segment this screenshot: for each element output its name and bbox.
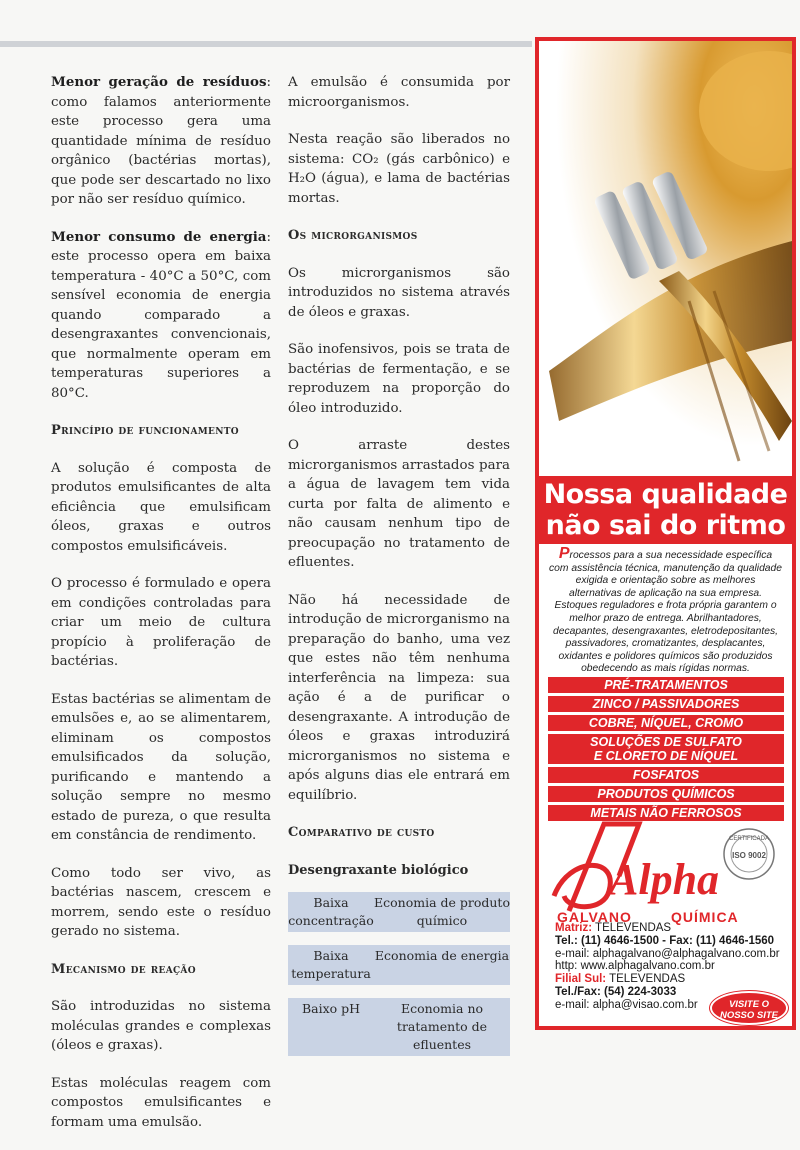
table-cell: Baixo pH	[301, 1001, 361, 1016]
matriz-email[interactable]: e-mail: alphagalvano@alphagalvano.com.br	[555, 947, 780, 960]
ad-blurb	[549, 545, 782, 676]
cost-table	[288, 892, 510, 1056]
visit-line-2: NOSSO SITE	[719, 1010, 779, 1021]
matriz-value: TELEVENDAS	[592, 922, 672, 934]
logo-quimica: QUÍMICA	[671, 909, 739, 925]
paragraph-introduzidos: Os microrganismos são introduzidos no sistema através de óleos e graxas.	[288, 265, 510, 320]
paragraph-energia	[51, 228, 271, 404]
service-item	[548, 734, 784, 764]
service-item-line: SOLUÇÕES DE SULFATO	[590, 735, 742, 749]
table-cell: Economia de produto químico	[374, 895, 510, 928]
table-title: Desengraxante biológico	[288, 862, 469, 878]
text-residuos: : como falamos anteriormente este processo gera uma quantidade mínima de resíduo orgânico (bactérias mortas), que pode ser descartado no lixo por não ser resíduo químico.	[51, 75, 271, 207]
trumpet-illustration	[539, 41, 792, 476]
heading-principio: Princípio de funcionamento	[51, 423, 239, 438]
table-cell: Economia no tratamento de efluentes	[396, 1001, 488, 1052]
filial-line	[555, 973, 785, 986]
service-item: COBRE, NÍQUEL, CROMO	[548, 715, 784, 731]
logo-galvano: GALVANO	[557, 909, 632, 925]
heading-microrganismos: Os microrganismos	[288, 228, 418, 243]
matriz-website[interactable]: http: www.alphagalvano.com.br	[555, 960, 715, 973]
blurb-text: rocessos para a sua necessidade específica com assistência técnica, manutenção da qualidade exigida e orientação sobre as melhores alternativas de aplicação na sua empresa. Estoques reguladores e frota própria garantem o melhor prazo de entrega. Abrilhantadores, decapantes, desengraxantes, eletrodepositantes, passivadores, cromatizantes, desplacantes, oxidantes e polidores químicos são produzidos obedecendo as mais rígidas normas.	[549, 550, 782, 675]
article-column-left	[51, 73, 271, 1150]
article-column-right	[288, 73, 510, 1069]
lead-energia: Menor consumo de energia	[51, 228, 267, 245]
paragraph-ser-vivo: Como todo ser vivo, as bactérias nascem, crescem e morrem, sendo este o resíduo gerado no sistema.	[51, 865, 271, 939]
paragraph-moleculas: Estas moléculas reagem com compostos emulsificantes e formam uma emulsão.	[51, 1075, 271, 1130]
paragraph-inofensivos: São inofensivos, pois se trata de bactérias de fermentação, e se reproduzem na proporção do óleo introduzido.	[288, 342, 510, 416]
filial-phone: Tel./Fax: (54) 224-3033	[555, 985, 677, 998]
filial-value: TELEVENDAS	[606, 973, 686, 986]
alpha-logo	[549, 816, 782, 926]
seal-top-text: CERTIFICADA	[729, 836, 769, 842]
visit-site-badge[interactable]	[710, 991, 788, 1025]
trumpet-photo	[539, 41, 792, 476]
table-row	[288, 892, 510, 932]
paragraph-reacao: Nesta reação são liberados no sistema: CO₂ (gás carbônico) e H₂O (água), e lama de bactérias mortas.	[288, 132, 510, 206]
paragraph-solucao: A solução é composta de produtos emulsificantes de alta eficiência que emulsificam óleos, graxas e outros compostos emulsificáveis.	[51, 460, 271, 554]
paragraph-necessidade: Não há necessidade de introdução de microrganismo na preparação do banho, uma vez que estes não têm nenhuma interferência na limpeza: sua ação é a de purificar o desengraxante. A introdução de óleos e graxas introduzirá microrganismos no sistema e após alguns dias ele entrará em equilíbrio.	[288, 592, 510, 803]
paragraph-residuos	[51, 73, 271, 210]
heading-comparativo: Comparativo de custo	[288, 825, 435, 840]
paragraph-introduzidas: São introduzidas no sistema moléculas grandes e complexas (óleos e graxas).	[51, 999, 271, 1053]
filial-label: Filial Sul:	[555, 973, 607, 986]
service-item: PRÉ-TRATAMENTOS	[548, 677, 784, 693]
paragraph-processo: O processo é formulado e opera em condições controladas para criar um meio de cultura propício à proliferação de bactérias.	[51, 576, 271, 669]
matriz-label: Matriz:	[555, 922, 593, 934]
matriz-phone: Tel.: (11) 4646-1500 - Fax: (11) 4646-1560	[555, 934, 775, 947]
matriz-line	[555, 922, 785, 935]
table-row	[288, 998, 510, 1056]
paragraph-emulsao: A emulsão é consumida por microorganismos.	[288, 75, 510, 110]
seal-iso-text: ISO 9002	[732, 851, 766, 860]
filial-email[interactable]: e-mail: alpha@visao.com.br	[555, 998, 698, 1011]
heading-mecanismo: Mecanismo de reação	[51, 961, 196, 977]
table-row	[288, 945, 510, 985]
top-divider-bar	[0, 41, 532, 47]
service-item: PRODUTOS QUÍMICOS	[548, 786, 784, 802]
service-item: ZINCO / PASSIVADORES	[548, 696, 784, 712]
ad-headline	[539, 476, 792, 544]
paragraph-bacterias: Estas bactérias se alimentam de emulsões e, ao se alimentarem, eliminam os compostos emulsificados da solução, purificando e mantendo a solução sempre no mesmo estado de pureza, o que resulta em constância de rendimento.	[51, 691, 271, 843]
headline-line-2: não sai do ritmo	[545, 510, 786, 541]
blurb-drop-cap: P	[558, 545, 570, 562]
logo-word: Alpha	[609, 855, 720, 904]
table-cell: Baixa concentração	[288, 895, 374, 928]
table-cell: Baixa temperatura	[291, 948, 371, 981]
service-item: FOSFATOS	[548, 767, 784, 783]
text-energia: : este processo opera em baixa temperatura - 40°C a 50°C, com sensível economia de energia quando comparado a desengraxantes convencionais, que normalmente operam em temperaturas superiores a 80°C.	[51, 229, 271, 401]
visit-line-1: VISITE O	[728, 999, 770, 1010]
table-cell: Economia de energia	[374, 948, 510, 963]
service-list	[548, 677, 784, 824]
alpha-advertisement	[535, 37, 796, 1030]
headline-line-1: Nossa qualidade	[543, 479, 788, 510]
service-item: METAIS NÃO FERROSOS	[548, 805, 784, 821]
paragraph-arraste: O arraste destes microrganismos arrastados para a água de lavagem tem vida curta por falta de alimento e não causam nenhum tipo de preocupação no tratamento de efluentes.	[288, 438, 510, 570]
lead-residuos: Menor geração de resíduos	[51, 74, 267, 90]
service-item-line: E CLORETO DE NÍQUEL	[593, 749, 739, 763]
